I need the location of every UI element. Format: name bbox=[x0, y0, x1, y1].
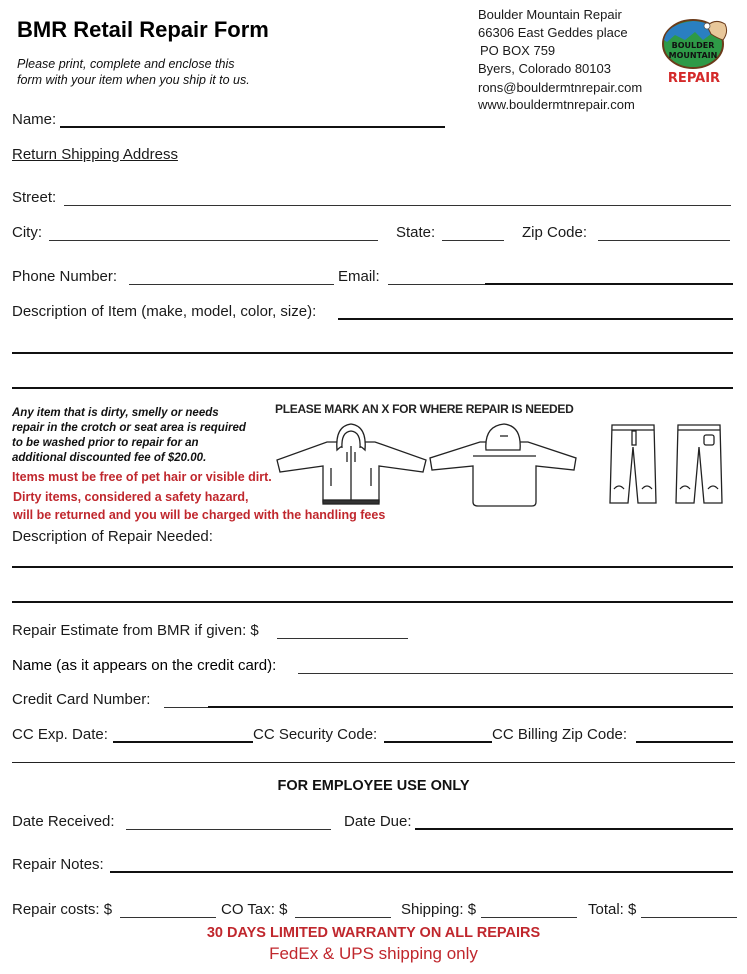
item-description-label: Description of Item (make, model, color, size): bbox=[12, 303, 317, 320]
warranty-notice: 30 DAYS LIMITED WARRANTY ON ALL REPAIRS bbox=[206, 925, 541, 941]
employee-heading: FOR EMPLOYEE USE ONLY bbox=[277, 778, 470, 794]
date-received-label: Date Received: bbox=[12, 813, 115, 830]
repair-notes-input-line[interactable] bbox=[110, 871, 733, 873]
pants-front-icon[interactable] bbox=[608, 423, 658, 507]
company-street: 66306 East Geddes place bbox=[478, 25, 628, 40]
jacket-front-icon[interactable] bbox=[275, 420, 435, 510]
repair-description-line-2[interactable] bbox=[12, 601, 733, 603]
city-input-line[interactable] bbox=[49, 240, 378, 241]
form-title: BMR Retail Repair Form bbox=[17, 17, 269, 42]
instructions-line-2: form with your item when you ship it to us. bbox=[17, 73, 250, 87]
notice-line-4: additional discounted fee of $20.00. bbox=[12, 452, 207, 464]
total-input-line[interactable] bbox=[641, 917, 737, 918]
email-label: Email: bbox=[338, 268, 380, 285]
email-input-line-b[interactable] bbox=[485, 283, 733, 285]
notice-line-2: repair in the crotch or seat area is required bbox=[12, 422, 246, 434]
repair-costs-input-line[interactable] bbox=[120, 917, 216, 918]
cc-exp-input-line[interactable] bbox=[113, 741, 253, 743]
item-description-line-1[interactable] bbox=[338, 318, 733, 320]
repair-costs-label: Repair costs: $ bbox=[12, 901, 113, 918]
notice-red-line-3: will be returned and you will be charged with the handling fees bbox=[13, 508, 386, 522]
city-label: City: bbox=[12, 224, 42, 241]
employee-section-divider bbox=[12, 762, 735, 763]
cc-security-label: CC Security Code: bbox=[253, 726, 378, 743]
cc-zip-input-line[interactable] bbox=[636, 741, 733, 743]
cc-security-input-line[interactable] bbox=[384, 741, 492, 743]
zip-label: Zip Code: bbox=[522, 224, 588, 241]
name-label: Name: bbox=[12, 111, 57, 128]
notice-line-1: Any item that is dirty, smelly or needs bbox=[12, 407, 219, 419]
cc-name-input-line[interactable] bbox=[298, 673, 733, 674]
logo-text-boulder: BOULDER bbox=[671, 41, 715, 50]
notice-red-line-2: Dirty items, considered a safety hazard, bbox=[13, 490, 249, 504]
shipping-input-line[interactable] bbox=[481, 917, 577, 918]
cc-name-label: Name (as it appears on the credit card): bbox=[12, 657, 277, 674]
notice-red-line-1: Items must be free of pet hair or visible dirt. bbox=[12, 470, 272, 484]
repair-estimate-input-line[interactable] bbox=[277, 638, 408, 639]
repair-notes-label: Repair Notes: bbox=[12, 856, 104, 873]
instructions-line-1: Please print, complete and enclose this bbox=[17, 57, 235, 71]
cc-number-input-line-b[interactable] bbox=[208, 706, 733, 708]
phone-input-line[interactable] bbox=[129, 284, 334, 285]
logo-mountain-icon bbox=[657, 18, 735, 90]
co-tax-label: CO Tax: $ bbox=[221, 901, 288, 918]
state-label: State: bbox=[396, 224, 436, 241]
cc-number-label: Credit Card Number: bbox=[12, 691, 151, 708]
total-label: Total: $ bbox=[588, 901, 637, 918]
date-due-label: Date Due: bbox=[344, 813, 412, 830]
pants-back-icon[interactable] bbox=[675, 423, 725, 507]
shipping-label: Shipping: $ bbox=[401, 901, 477, 918]
repair-description-label: Description of Repair Needed: bbox=[12, 528, 213, 545]
item-description-line-2[interactable] bbox=[12, 352, 733, 354]
logo-text-mountain: MOUNTAIN bbox=[668, 51, 718, 60]
phone-label: Phone Number: bbox=[12, 268, 118, 285]
diagram-instruction: PLEASE MARK AN X FOR WHERE REPAIR IS NEEDED bbox=[275, 402, 574, 416]
email-input-line-a[interactable] bbox=[388, 284, 485, 285]
item-description-line-3[interactable] bbox=[12, 387, 733, 389]
date-received-input-line[interactable] bbox=[126, 829, 331, 830]
street-label: Street: bbox=[12, 189, 57, 206]
company-website[interactable]: www.bouldermtnrepair.com bbox=[478, 97, 635, 112]
co-tax-input-line[interactable] bbox=[295, 917, 391, 918]
street-input-line[interactable] bbox=[64, 205, 731, 206]
logo-text-repair: REPAIR bbox=[667, 71, 721, 86]
name-input-line[interactable] bbox=[60, 126, 445, 128]
repair-estimate-label: Repair Estimate from BMR if given: $ bbox=[12, 622, 259, 639]
notice-line-3: to be washed prior to repair for an bbox=[12, 437, 199, 449]
cc-zip-label: CC Billing Zip Code: bbox=[492, 726, 628, 743]
date-due-input-line[interactable] bbox=[415, 828, 733, 830]
zip-input-line[interactable] bbox=[598, 240, 730, 241]
company-logo bbox=[657, 18, 735, 90]
cc-exp-label: CC Exp. Date: bbox=[12, 726, 108, 743]
shipping-note: FedEx & UPS shipping only bbox=[269, 944, 478, 963]
return-address-heading: Return Shipping Address bbox=[12, 146, 178, 163]
jacket-back-icon[interactable] bbox=[428, 420, 578, 510]
company-name: Boulder Mountain Repair bbox=[478, 7, 622, 22]
cc-number-input-line-a[interactable] bbox=[164, 707, 208, 708]
state-input-line[interactable] bbox=[442, 240, 504, 241]
repair-description-line-1[interactable] bbox=[12, 566, 733, 568]
company-city: Byers, Colorado 80103 bbox=[478, 61, 611, 76]
company-email[interactable]: rons@bouldermtnrepair.com bbox=[478, 80, 643, 95]
company-po-box: PO BOX 759 bbox=[480, 43, 556, 58]
